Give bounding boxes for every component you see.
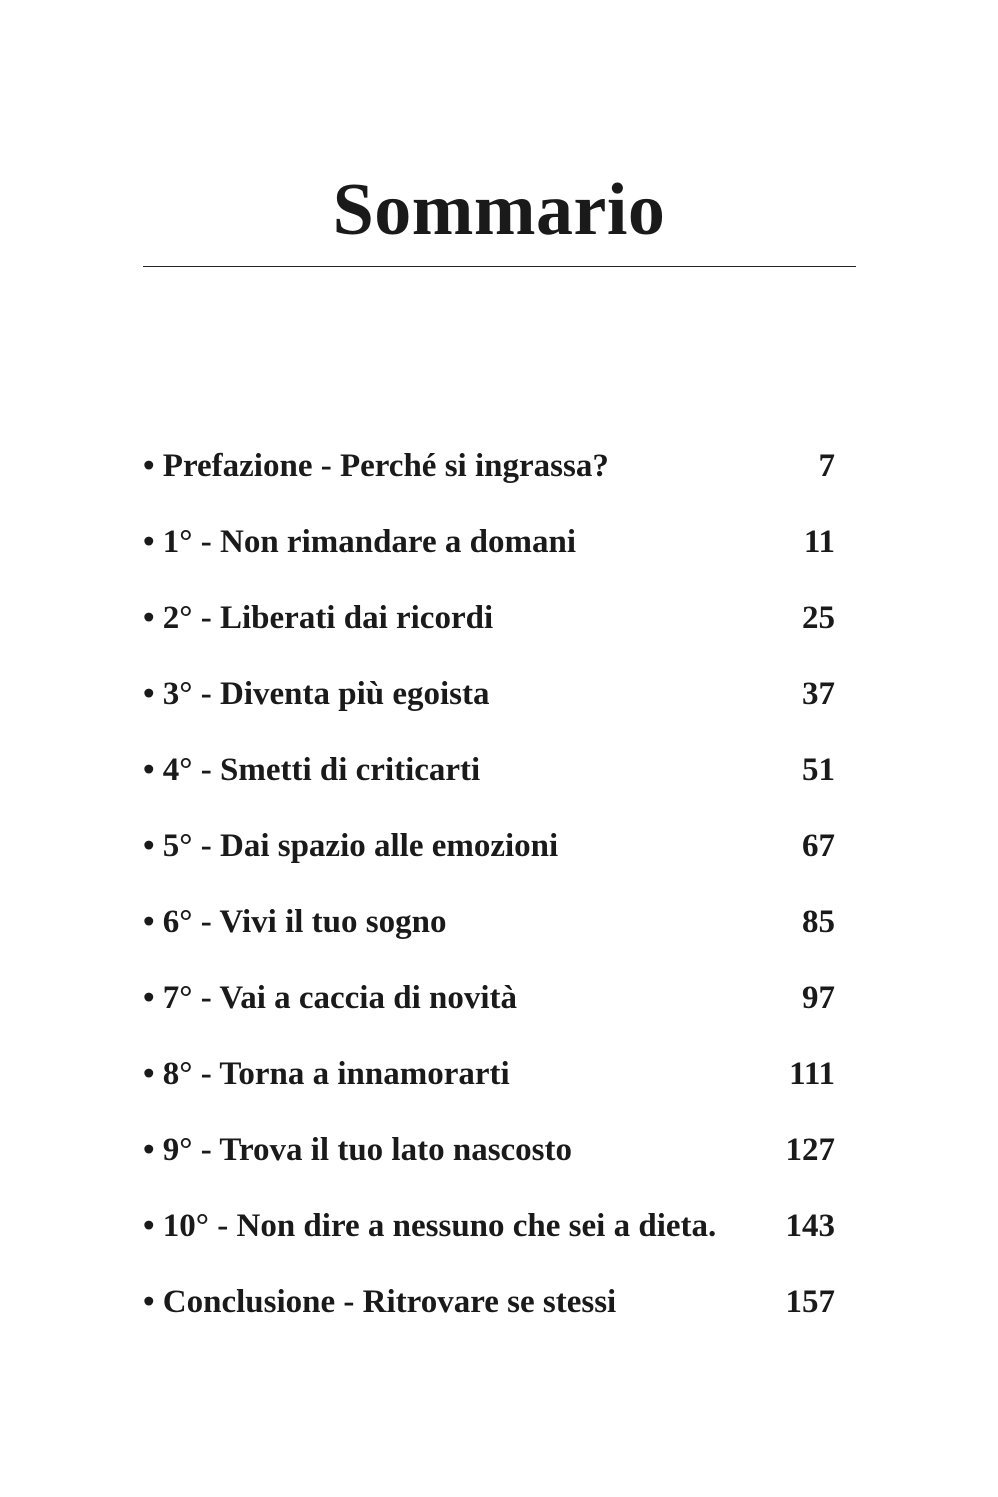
toc-entry-page: 143 — [785, 1208, 835, 1244]
toc-entry-chapter-1[interactable] — [143, 520, 835, 596]
toc-entry-label: • 10° - Non dire a nessuno che sei a dieta. — [143, 1208, 717, 1244]
toc-entry-page: 85 — [802, 904, 835, 940]
toc-entry-chapter-3[interactable] — [143, 672, 835, 748]
table-of-contents — [143, 444, 835, 1356]
toc-entry-chapter-9[interactable] — [143, 1128, 835, 1204]
toc-entry-label: • 6° - Vivi il tuo sogno — [143, 904, 447, 940]
toc-entry-label: • 9° - Trova il tuo lato nascosto — [143, 1132, 573, 1168]
toc-entry-label: • 4° - Smetti di criticarti — [143, 752, 481, 788]
toc-entry-chapter-4[interactable] — [143, 748, 835, 824]
toc-entry-conclusione[interactable] — [143, 1280, 835, 1356]
toc-entry-page: 25 — [802, 600, 835, 636]
toc-entry-label: • 7° - Vai a caccia di novità — [143, 980, 518, 1016]
toc-entry-label: • Prefazione - Perché si ingrassa? — [143, 448, 609, 484]
toc-entry-page: 11 — [803, 524, 835, 560]
toc-entry-label: • Conclusione - Ritrovare se stessi — [143, 1284, 617, 1320]
toc-entry-chapter-5[interactable] — [143, 824, 835, 900]
page-title: Sommario — [332, 169, 666, 251]
toc-entry-page: 7 — [818, 448, 835, 484]
toc-entry-page: 51 — [802, 752, 835, 788]
title-divider — [143, 266, 856, 267]
toc-entry-page: 67 — [802, 828, 835, 864]
toc-entry-page: 97 — [802, 980, 835, 1016]
toc-entry-page: 127 — [785, 1132, 835, 1168]
toc-entry-page: 37 — [802, 676, 835, 712]
toc-entry-chapter-7[interactable] — [143, 976, 835, 1052]
toc-entry-chapter-10[interactable] — [143, 1204, 835, 1280]
toc-entry-chapter-8[interactable] — [143, 1052, 835, 1128]
toc-entry-label: • 1° - Non rimandare a domani — [143, 524, 576, 560]
toc-entry-chapter-6[interactable] — [143, 900, 835, 976]
toc-entry-label: • 8° - Torna a innamorarti — [143, 1056, 510, 1092]
toc-entry-page: 111 — [789, 1056, 835, 1092]
toc-entry-prefazione[interactable] — [143, 444, 835, 520]
toc-entry-label: • 3° - Diventa più egoista — [143, 676, 490, 712]
toc-entry-chapter-2[interactable] — [143, 596, 835, 672]
toc-entry-label: • 5° - Dai spazio alle emozioni — [143, 828, 559, 864]
toc-entry-page: 157 — [785, 1284, 835, 1320]
toc-entry-label: • 2° - Liberati dai ricordi — [143, 600, 494, 636]
